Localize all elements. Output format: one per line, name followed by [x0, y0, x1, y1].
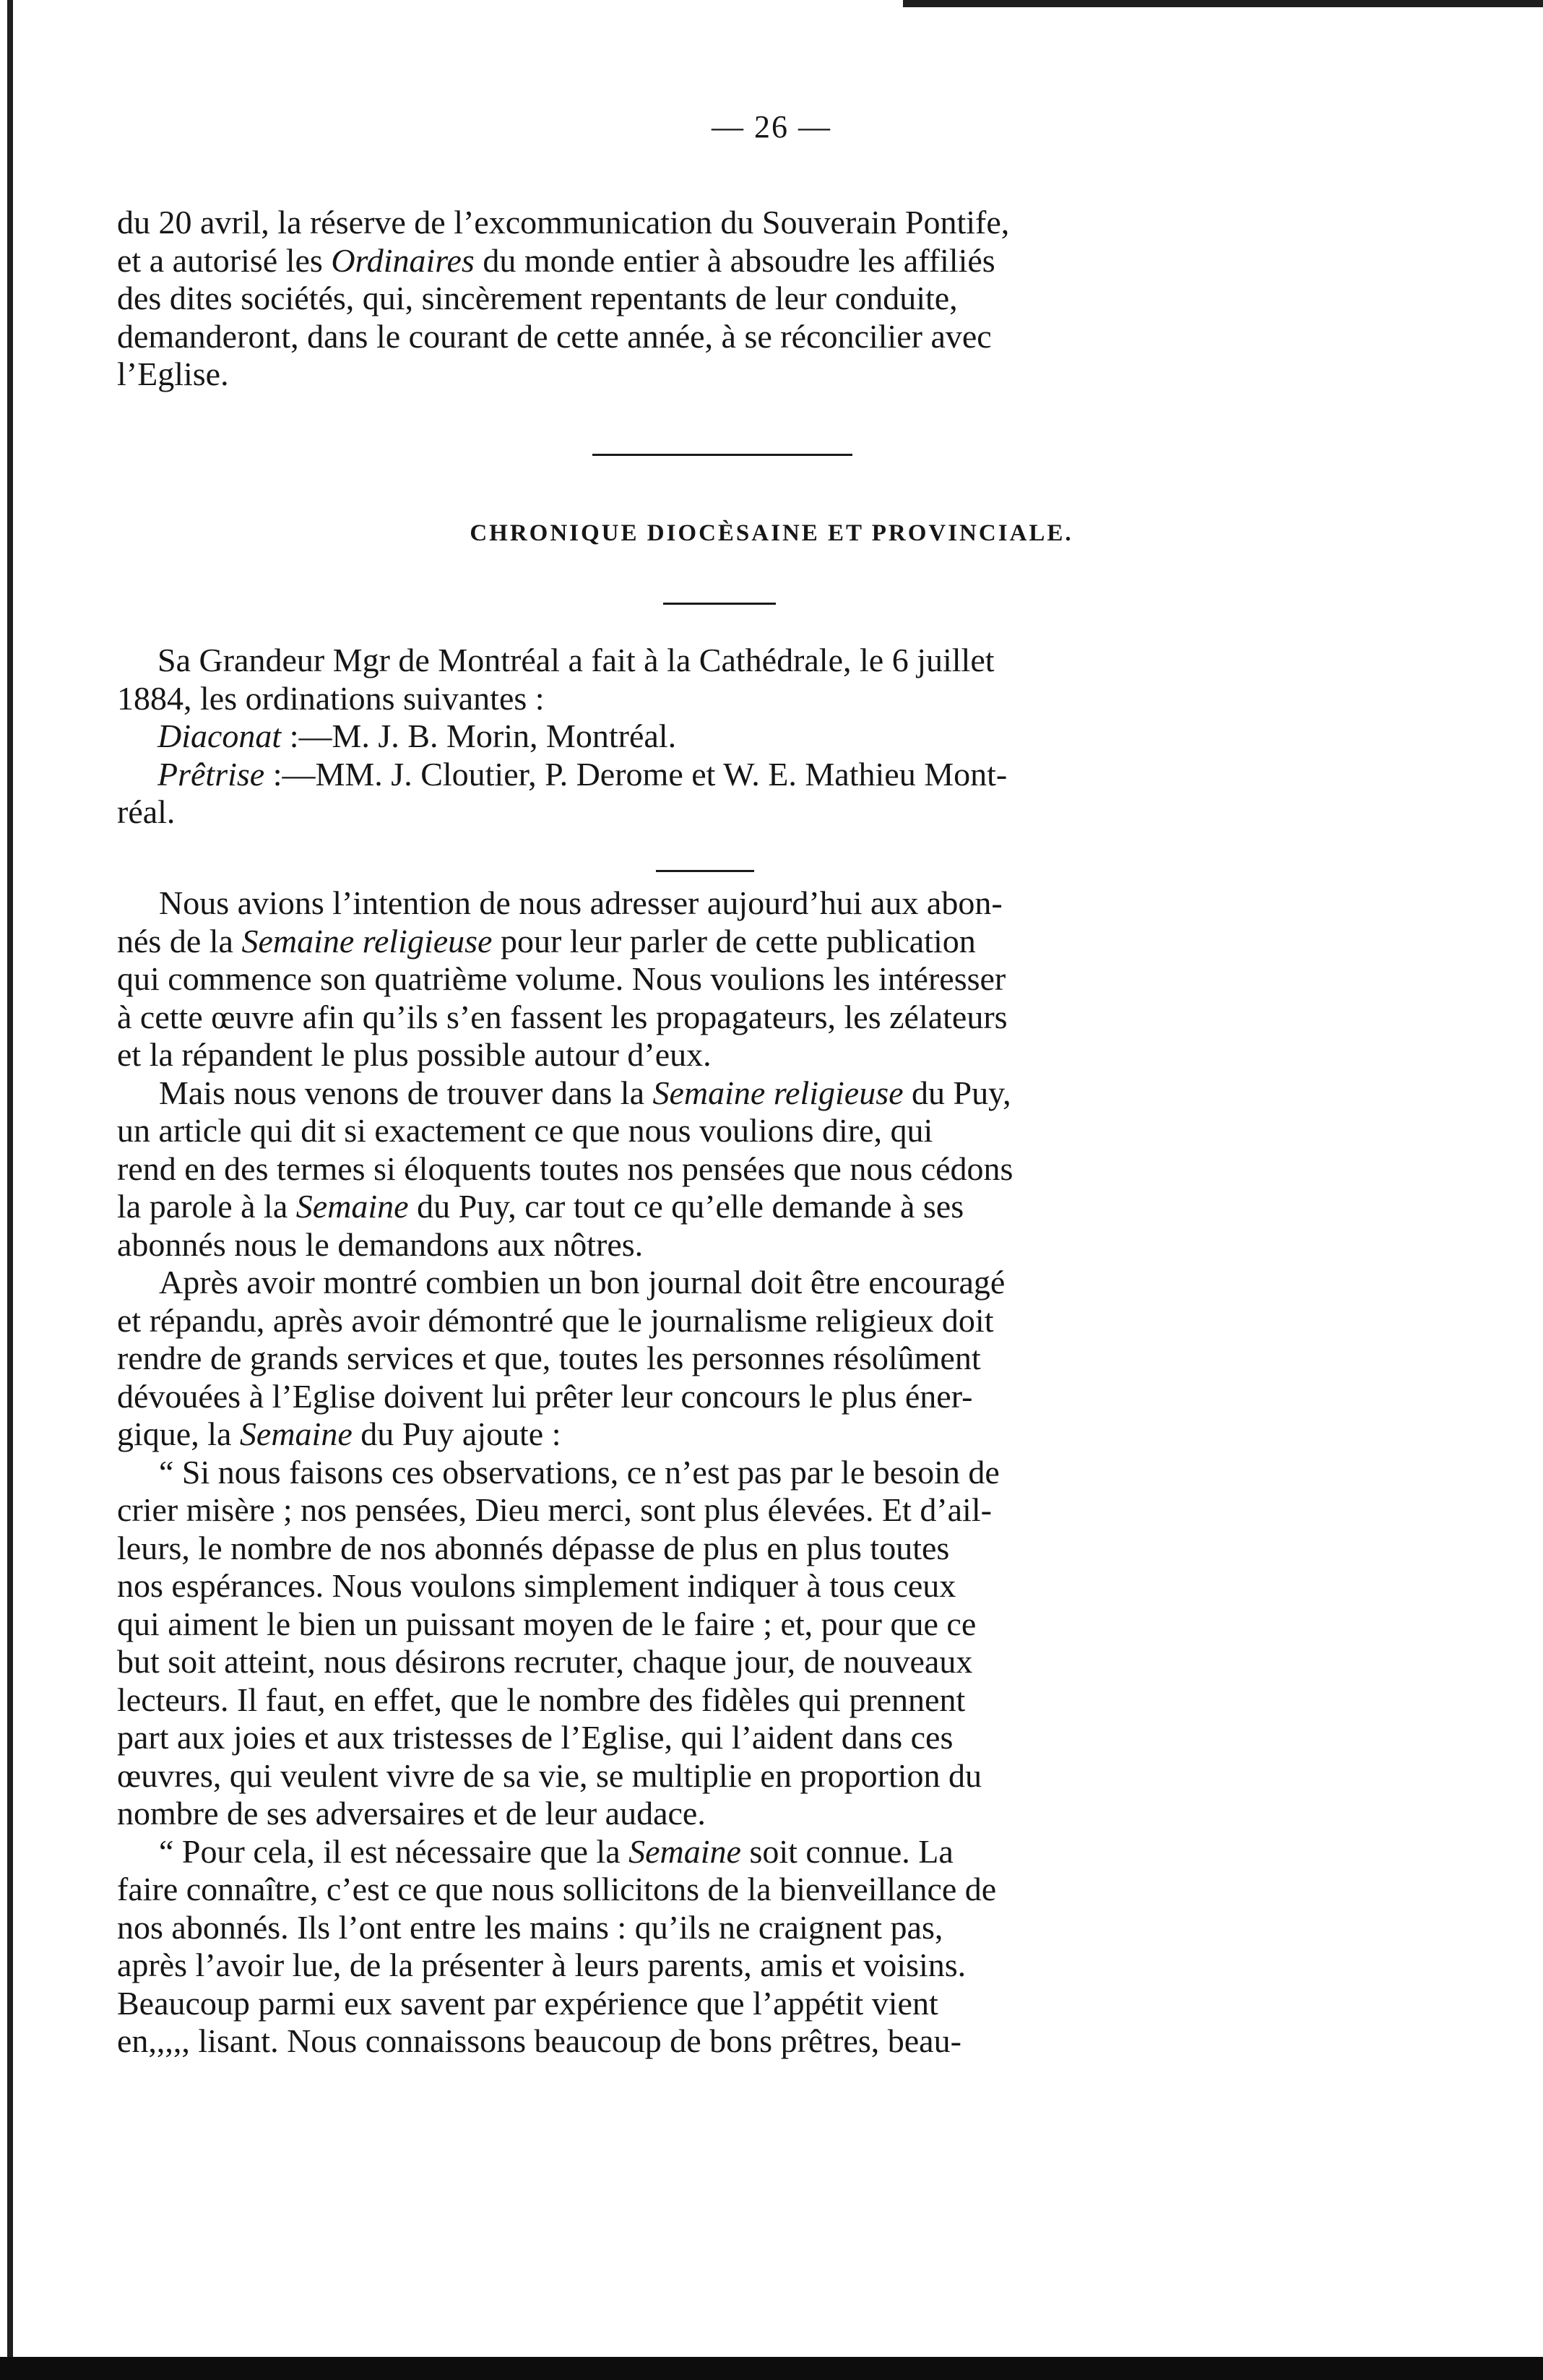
- text-line: Après avoir montré combien un bon journal doit être encouragé: [159, 1264, 1006, 1301]
- text-line: œuvres, qui veulent vivre de sa vie, se multiplie en proportion du: [117, 1756, 982, 1794]
- ordination-paragraph: [117, 642, 1326, 832]
- text-line: leurs, le nombre de nos abonnés dépasse de plus en plus toutes: [117, 1529, 950, 1566]
- text-line: en,,,,, lisant. Nous connaissons beaucoup de bons prêtres, beau-: [117, 2022, 961, 2059]
- text-line: part aux joies et aux tristesses de l’Eglise, qui l’aident dans ces: [117, 1719, 954, 1756]
- text-line: réal.: [117, 793, 176, 830]
- text-line: crier misère ; nos pensées, Dieu merci, sont plus élevées. Et d’ail-: [117, 1491, 992, 1528]
- text-line: dévouées à l’Eglise doivent lui prêter leur concours le plus éner-: [117, 1377, 973, 1415]
- text-line: à cette œuvre afin qu’ils s’en fassent les propagateurs, les zélateurs: [117, 998, 1008, 1035]
- text-line: qui aiment le bien un puissant moyen de le faire ; et, pour que ce: [117, 1605, 977, 1642]
- heading-rule: [663, 603, 776, 605]
- text-line: des dites sociétés, qui, sincèrement repentants de leur conduite,: [117, 280, 958, 316]
- text-line: faire connaître, c’est ce que nous sollicitons de la bienveillance de: [117, 1871, 997, 1907]
- text-line: après l’avoir lue, de la présenter à leurs parents, amis et voisins.: [117, 1946, 967, 1983]
- text-line: et répandu, après avoir démontré que le journalisme religieux doit: [117, 1301, 994, 1339]
- text-line: gique, la Semaine du Puy ajoute :: [117, 1415, 561, 1452]
- text-line: la parole à la Semaine du Puy, car tout ce qu’elle demande à ses: [117, 1188, 964, 1225]
- scan-top-edge: [903, 0, 1543, 7]
- emphasis: Semaine religieuse: [652, 1074, 904, 1111]
- text-line: but soit atteint, nous désirons recruter, chaque jour, de nouveaux: [117, 1643, 973, 1680]
- text-line: “ Pour cela, il est nécessaire que la Semaine soit connue. La: [159, 1832, 954, 1870]
- emphasis: Ordinaires: [331, 241, 475, 279]
- text-line: demanderont, dans le courant de cette année, à se réconcilier avec: [117, 317, 992, 355]
- section-heading: CHRONIQUE DIOCÈSAINE ET PROVINCIALE.: [470, 520, 1073, 546]
- text-line: Beaucoup parmi eux savent par expérience que l’appétit vient: [117, 1984, 938, 2022]
- text-line: l’Eglise.: [117, 355, 229, 392]
- text-line: et a autorisé les Ordinaires du monde entier à absoudre les affiliés: [117, 241, 995, 279]
- text-line: nés de la Semaine religieuse pour leur parler de cette publication: [117, 922, 976, 960]
- text-line: Sa Grandeur Mgr de Montréal a fait à la Cathédrale, le 6 juillet: [157, 642, 995, 678]
- diaconat-label: Diaconat: [157, 717, 282, 754]
- text-line: nombre de ses adversaires et de leur audace.: [117, 1795, 706, 1832]
- text-line: Prêtrise :—MM. J. Cloutier, P. Derome et W. E. Mathieu Mont-: [157, 755, 1008, 793]
- text-line: rend en des termes si éloquents toutes nos pensées que nous cédons: [117, 1150, 1013, 1187]
- intro-paragraph: [117, 204, 1326, 394]
- text-line: Mais nous venons de trouver dans la Semaine religieuse du Puy,: [159, 1074, 1011, 1111]
- text-line: 1884, les ordinations suivantes :: [117, 679, 545, 717]
- emphasis: Semaine: [295, 1188, 409, 1225]
- text-line: nos abonnés. Ils l’ont entre les mains : qu’ils ne craignent pas,: [117, 1908, 943, 1946]
- text-line: Diaconat :—M. J. B. Morin, Montréal.: [157, 717, 677, 754]
- scan-left-edge: [7, 0, 13, 2380]
- page-number: — 26 —: [712, 109, 831, 145]
- text-line: rendre de grands services et que, toutes les personnes résolûment: [117, 1340, 981, 1376]
- text-line: du 20 avril, la réserve de l’excommunication du Souverain Pontife,: [117, 204, 1010, 241]
- text-line: un article qui dit si exactement ce que nous voulions dire, qui: [117, 1112, 933, 1149]
- emphasis: Semaine: [239, 1415, 353, 1452]
- emphasis: Semaine religieuse: [241, 922, 493, 960]
- article-rule: [656, 870, 754, 872]
- text-line: lecteurs. Il faut, en effet, que le nombre des fidèles qui prennent: [117, 1681, 966, 1718]
- section-rule: [592, 454, 852, 456]
- emphasis: Semaine: [628, 1832, 741, 1870]
- text-line: nos espérances. Nous voulons simplement indiquer à tous ceux: [117, 1567, 956, 1604]
- text-line: et la répandent le plus possible autour d’eux.: [117, 1036, 712, 1073]
- text-line: abonnés nous le demandons aux nôtres.: [117, 1225, 644, 1263]
- text-line: qui commence son quatrième volume. Nous voulions les intéresser: [117, 960, 1006, 997]
- article-body: [117, 884, 1326, 2061]
- text-line: Nous avions l’intention de nous adresser aujourd’hui aux abon-: [159, 884, 1003, 921]
- scan-bottom-edge: [0, 2357, 1543, 2380]
- pretrise-label: Prêtrise: [157, 755, 265, 793]
- text-line: “ Si nous faisons ces observations, ce n’est pas par le besoin de: [159, 1453, 1000, 1491]
